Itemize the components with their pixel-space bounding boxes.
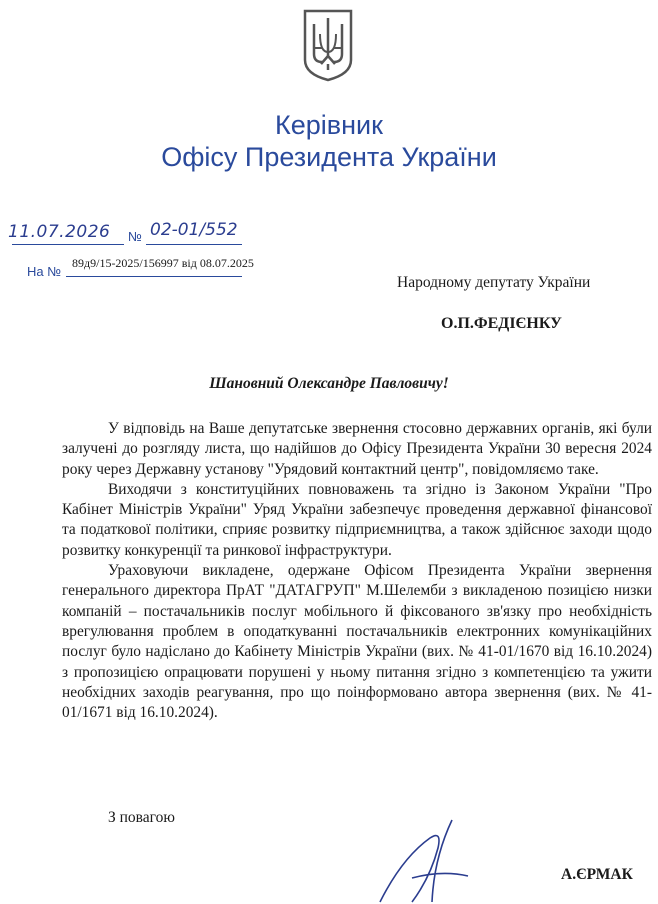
header-title-line1: Керівник bbox=[275, 110, 383, 140]
incoming-reference-line bbox=[66, 276, 242, 277]
outgoing-number: 02-01/552 bbox=[150, 220, 238, 240]
letter-body bbox=[62, 419, 652, 723]
closing: З повагою bbox=[108, 809, 175, 826]
header-title-line2: Офісу Президента України bbox=[161, 142, 497, 172]
outgoing-date: 11.07.2026 bbox=[8, 222, 111, 242]
salutation: Шановний Олександре Павловичу! bbox=[209, 375, 449, 392]
body-paragraph: У відповідь на Ваше депутатське звернення стосовно державних органів, які були залучені до розгляду листа, що надійшов до Офісу Президента України 30 вересня 2024 року через Державну установу "Урядовий контактний центр", повідомляємо таке. bbox=[62, 420, 652, 478]
incoming-reference: 89д9/15-2025/156997 від 08.07.2025 bbox=[72, 256, 254, 270]
body-paragraph: Ураховуючи викладене, одержане Офісом Президента України звернення генерального директора ПрАТ "ДАТАГРУП" М.Шелемби з викладеною позицією низки компаній – постачальників послуг мобільного й фіксованого зв'язку про необхідність врегулювання проблем в оподаткуванні постачальників електронних комунікаційних послуг було надіслано до Кабінету Міністрів України (вих. № 41-01/1670 від 16.10.2024) з пропозицією опрацювати порушені у ньому питання згідно з компетенцією та ужити необхідних заходів реагування, про що поінформовано автора звернення (вих. № 41-01/1671 від 16.10.2024). bbox=[62, 562, 652, 722]
outgoing-number-line bbox=[146, 244, 242, 245]
incoming-label: На № bbox=[27, 264, 62, 279]
body-paragraph: Виходячи з конституційних повноважень та згідно із Законом України "Про Кабінет Міністрів України" Уряд України забезпечує проведення державної фінансової та податкової політики, сприяє розвитку підприємництва, а також здійснює заходи щодо розвитку конкуренції та ринкової інфраструктури. bbox=[62, 480, 652, 559]
signatory-name: А.ЄРМАК bbox=[561, 866, 633, 883]
outgoing-number-label: № bbox=[128, 229, 142, 244]
recipient-name: О.П.ФЕДІЄНКУ bbox=[441, 315, 562, 332]
recipient-position: Народному депутату України bbox=[397, 274, 591, 291]
signature-mark bbox=[372, 818, 502, 904]
outgoing-date-line bbox=[12, 244, 124, 245]
coat-of-arms-icon bbox=[302, 8, 354, 82]
